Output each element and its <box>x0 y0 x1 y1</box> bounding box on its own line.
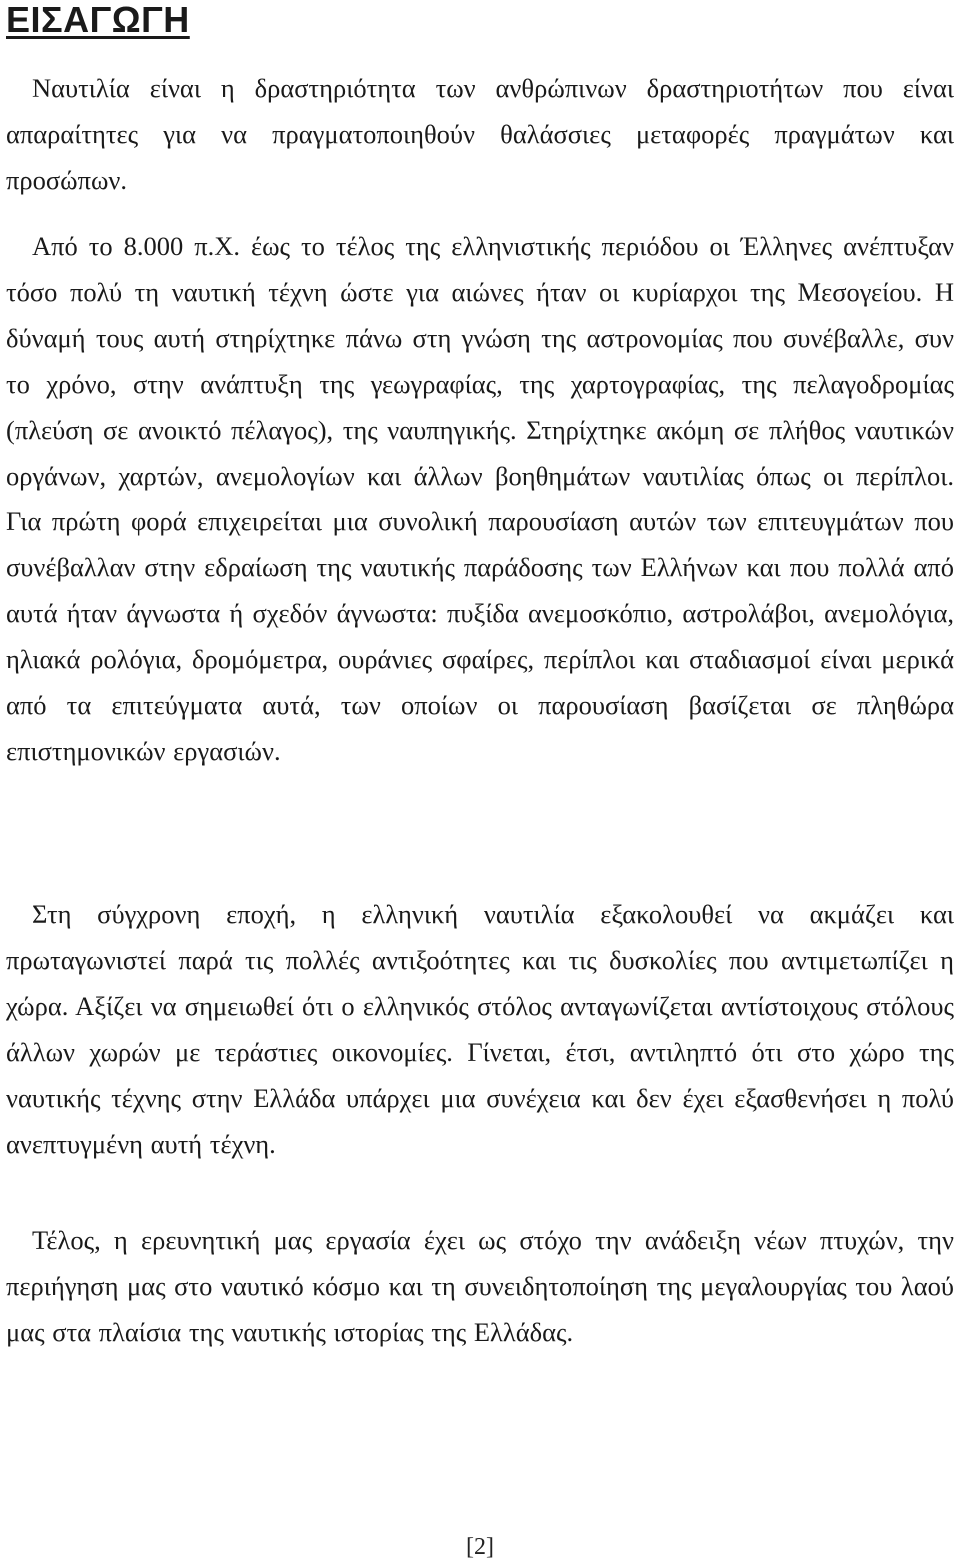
page-title: ΕΙΣΑΓΩΓΗ <box>6 0 190 40</box>
paragraph-history: Από το 8.000 π.Χ. έως το τέλος της ελληνιστικής περιόδου οι Έλληνες ανέπτυξαν τόσο πολύ τη ναυτική τέχνη ώστε για αιώνες ήταν οι κυρίαρχοι της Μεσογείου. Η δύναμή τους αυτή στηρίχτηκε πάνω στη γνώση της αστρονομίας που συνέβαλλε, συν το χρόνο, στην ανάπτυξη της γεωγραφίας, της χαρτογραφίας, της πελαγοδρομίας (πλεύση σε ανοικτό πέλαγος), της ναυπηγικής. Στηρίχτηκε ακόμη σε πλήθος ναυτικών οργάνων, χαρτών, ανεμολογίων και άλλων βοηθημάτων ναυτιλίας όπως οι περίπλοι. Για πρώτη φορά επιχειρείται μια συνολική παρουσίαση αυτών των επιτευγμάτων που συνέβαλλαν στην εδραίωση της ναυτικής παράδοσης των Ελλήνων και που πολλά από αυτά ήταν άγνωστα ή σχεδόν άγνωστα: πυξίδα ανεμοσκόπιο, αστρολάβοι, ανεμολόγια, ηλιακά ρολόγια, δρομόμετρα, ουράνιες σφαίρες, περίπλοι και σταδιασμοί είναι μερικά από τα επιτεύγματα αυτά, των οποίων οι παρουσίαση βασίζεται σε πληθώρα επιστημονικών εργασιών. <box>6 231 954 766</box>
paragraph-definition: Ναυτιλία είναι η δραστηριότητα των ανθρώπινων δραστηριοτήτων που είναι απαραίτητες για να πραγματοποιηθούν θαλάσσιες μεταφορές πραγμάτων και προσώπων. <box>6 73 954 195</box>
paragraph-conclusion: Τέλος, η ερευνητική μας εργασία έχει ως στόχο την ανάδειξη νέων πτυχών, την περιήγηση μας στο ναυτικό κόσμο και τη συνειδητοποίηση της μεγαλουργίας του λαού μας στα πλαίσια της ναυτικής ιστορίας της Ελλάδας. <box>6 1225 954 1347</box>
paragraph-modern-era: Στη σύγχρονη εποχή, η ελληνική ναυτιλία εξακολουθεί να ακμάζει και πρωταγωνιστεί παρά τις πολλές αντιξοότητες και τις δυσκολίες που αντιμετωπίζει η χώρα. Αξίζει να σημειωθεί ότι ο ελληνικός στόλος ανταγωνίζεται αντίστοιχους στόλους άλλων χωρών με τεράστιες οικονομίες. Γίνεται, έτσι, αντιληπτό ότι στο χώρο της ναυτικής τέχνης στην Ελλάδα υπάρχει μια συνέχεια και δεν έχει εξασθενήσει η πολύ ανεπτυγμένη αυτή τέχνη. <box>6 899 954 1159</box>
page-number: [2] <box>466 1534 494 1560</box>
